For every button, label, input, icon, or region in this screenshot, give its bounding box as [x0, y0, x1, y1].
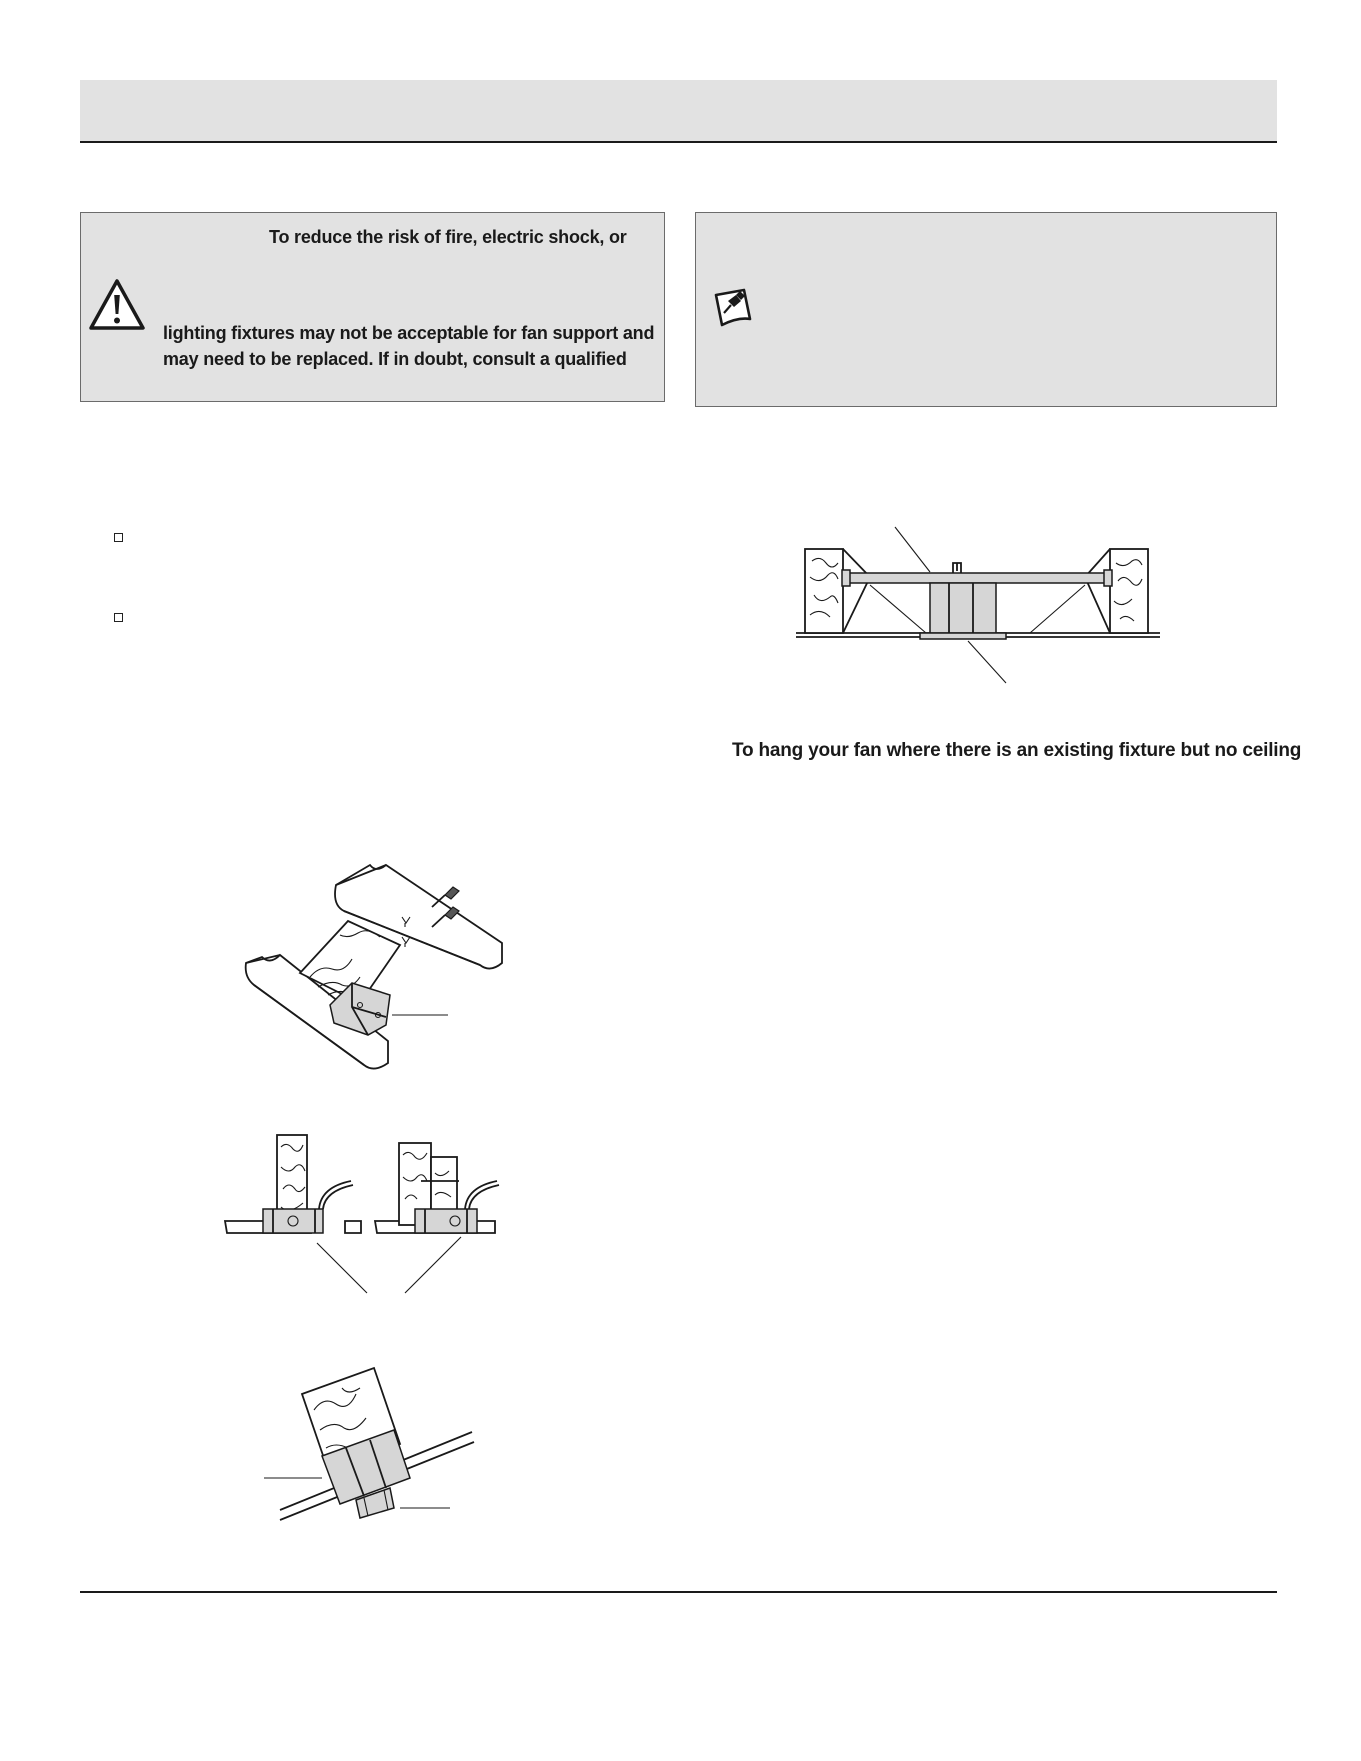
- joist-bracket-figure: [240, 855, 520, 1095]
- note-box: [695, 212, 1277, 407]
- pushpin-note-icon: [710, 285, 756, 331]
- checkbox-2[interactable]: [114, 613, 123, 622]
- warning-line-2: lighting fixtures may not be acceptable for fan support and: [163, 323, 655, 343]
- warning-line-1: To reduce the risk of fire, electric shock, or: [269, 227, 627, 247]
- header-rule: [80, 141, 1277, 143]
- checkbox-1[interactable]: [114, 533, 123, 542]
- header-band: [80, 80, 1277, 141]
- warning-box: [80, 212, 665, 402]
- brace-caption: To hang your fan where there is an existing fixture but no ceiling: [732, 740, 1302, 761]
- footer-rule: [80, 1591, 1277, 1593]
- brace-bar-figure: [790, 525, 1170, 690]
- warning-triangle-icon: [87, 277, 147, 333]
- warning-line-3: may need to be replaced. If in doubt, consult a qualified: [163, 349, 627, 369]
- sloped-ceiling-figure: [260, 1360, 480, 1530]
- box-mount-sections-figure: [225, 1125, 535, 1300]
